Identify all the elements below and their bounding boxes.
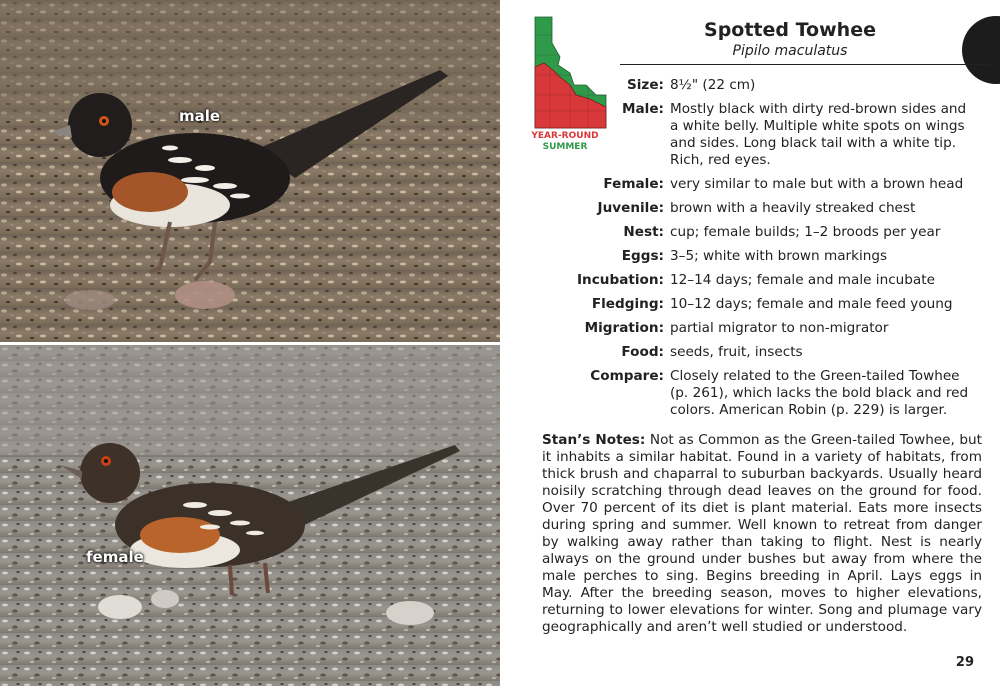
fact-list: [500, 77, 990, 426]
fact-row-incubation: [500, 272, 990, 289]
fact-row-male: [500, 101, 990, 169]
fact-row-juvenile: [500, 200, 990, 217]
fact-key: Eggs:: [621, 248, 664, 264]
fact-value: 12–14 days; female and male incubate: [670, 272, 935, 288]
title-rule: [620, 64, 990, 65]
fact-value: Closely related to the Green-tailed Towhee (p. 261), which lacks the bold black and red colors. American Robin (p. 229) is larger.: [670, 368, 969, 418]
legend-summer: SUMMER: [542, 142, 588, 152]
legend-year-round: YEAR-ROUND: [531, 131, 599, 141]
fact-row-compare: [500, 368, 990, 419]
fact-row-nest: [500, 224, 990, 241]
fact-key: Size:: [626, 77, 664, 93]
fact-value: cup; female builds; 1–2 broods per year: [670, 224, 941, 240]
male-label: male: [179, 107, 221, 125]
fact-value: brown with a heavily streaked chest: [670, 200, 916, 216]
fact-value: partial migrator to non-migrator: [670, 320, 889, 336]
fact-key: Male:: [621, 101, 664, 117]
fact-value: seeds, fruit, insects: [670, 344, 803, 360]
fact-key: Fledging:: [591, 296, 664, 312]
fact-key: Nest:: [623, 224, 664, 240]
fact-row-eggs: [500, 248, 990, 265]
fact-key: Incubation:: [577, 272, 664, 288]
fact-row-fledging: [500, 296, 990, 313]
fact-value: 10–12 days; female and male feed young: [670, 296, 953, 312]
fact-value: very similar to male but with a brown head: [670, 176, 964, 192]
fact-row-female: [500, 176, 990, 193]
fact-value: 3–5; white with brown markings: [670, 248, 888, 264]
notes-text: Not as Common as the Green-tailed Towhee, but it inhabits a similar habitat. Found in a variety of habitats, from thick brush and chaparral to suburban backyards. Usually heard noisily scratching through dead leaves on the ground for food. Over 70 percent of its diet is plant material. Eats more insects during spring and summer. Well known to retreat from danger by walking away rather than taking to flight. Nest is nearly always on the ground under bushes but away from where the male perches to sing. Begins breeding in April. Lays eggs in May. After the breeding season, moves to higher elevations, returning to lower elevations for winter. Song and plumage vary geographically and aren’t well studied or understood.: [542, 432, 982, 635]
fact-key: Compare:: [590, 368, 664, 384]
male-bird-image: [0, 0, 500, 342]
fact-row-size: [500, 77, 990, 94]
fact-row-food: [500, 344, 990, 361]
fact-key: Female:: [603, 176, 664, 192]
page-tab-marker: [962, 16, 1000, 84]
species-page: [500, 0, 1000, 686]
fact-key: Food:: [621, 344, 664, 360]
species-latin-name: Pipilo maculatus: [732, 43, 848, 59]
female-photo: [0, 345, 500, 686]
fact-row-migration: [500, 320, 990, 337]
fact-key: Juvenile:: [597, 200, 664, 216]
female-label: female: [86, 548, 144, 566]
female-bird-image: [0, 345, 500, 686]
male-photo: [0, 0, 500, 342]
fact-value: 8½" (22 cm): [670, 77, 756, 93]
species-title: Spotted Towhee: [704, 19, 876, 41]
fact-key: Migration:: [584, 320, 664, 336]
fact-value: Mostly black with dirty red-brown sides and a white belly. Multiple white spots on wings and sides. Long black tail with a white tip. Rich, red eyes.: [670, 101, 967, 168]
stans-notes: [542, 432, 982, 636]
notes-label: Stan’s Notes:: [542, 432, 646, 448]
page-number: 29: [955, 655, 974, 670]
